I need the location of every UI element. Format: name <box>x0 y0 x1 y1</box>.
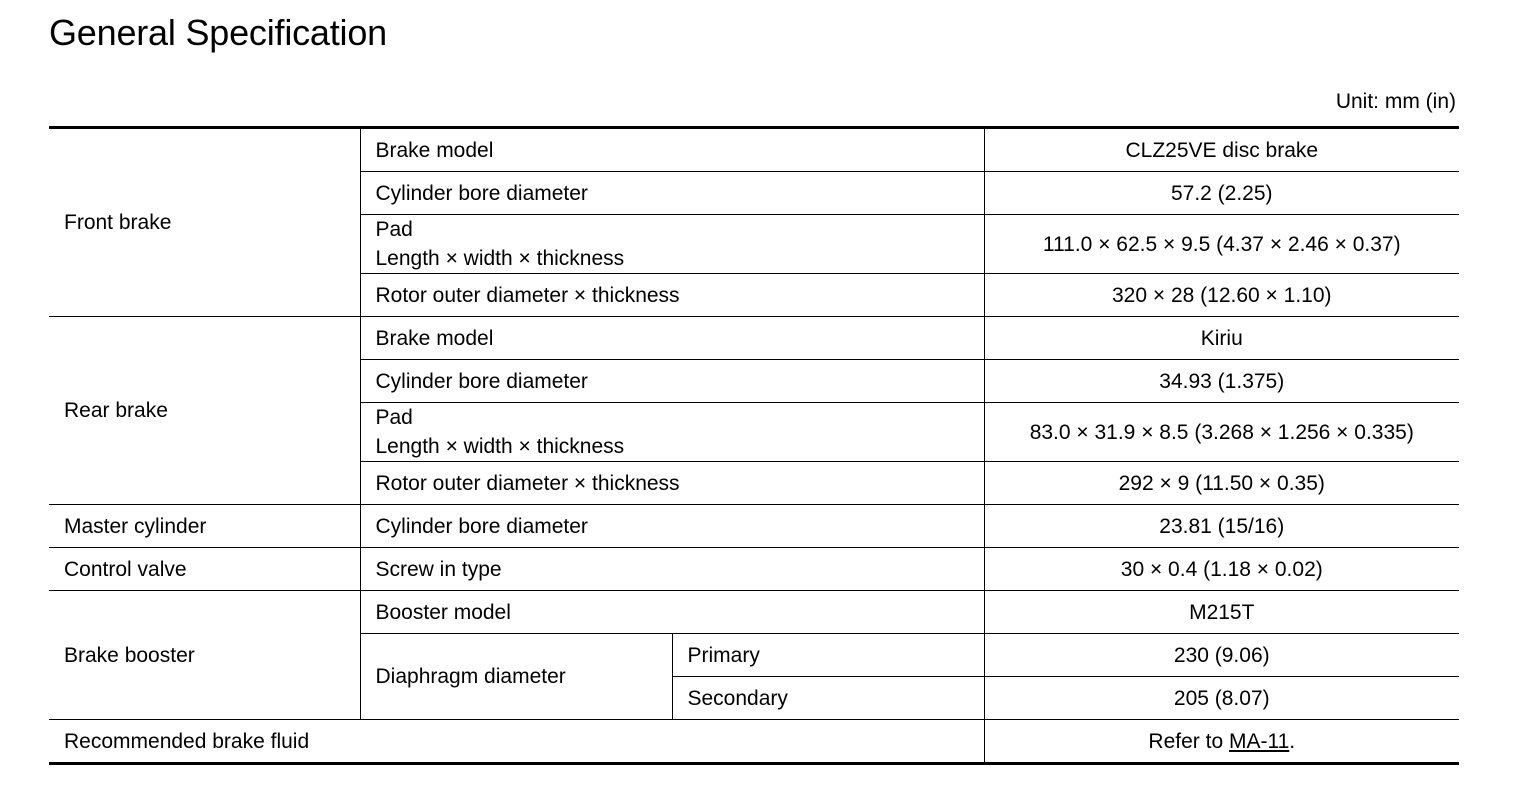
rear-brake-label: Rear brake <box>49 317 360 505</box>
rear-pad-value: 83.0 × 31.9 × 8.5 (3.268 × 1.256 × 0.335) <box>984 403 1459 462</box>
rear-bore-value: 34.93 (1.375) <box>984 360 1459 403</box>
brake-booster-label: Brake booster <box>49 591 360 720</box>
front-pad-label-line2: Length × width × thickness <box>375 247 625 270</box>
rear-bore-label: Cylinder bore diameter <box>360 360 984 403</box>
front-brake-model-label: Brake model <box>360 128 984 172</box>
table-row <box>49 317 1459 360</box>
front-bore-value: 57.2 (2.25) <box>984 172 1459 215</box>
control-valve-type-label: Screw in type <box>360 548 984 591</box>
control-valve-type-value: 30 × 0.4 (1.18 × 0.02) <box>984 548 1459 591</box>
rear-pad-label-line2: Length × width × thickness <box>375 435 625 458</box>
control-valve-label: Control valve <box>49 548 360 591</box>
page-title: General Specification <box>49 12 387 53</box>
master-bore-value: 23.81 (15/16) <box>984 505 1459 548</box>
diaphragm-label: Diaphragm diameter <box>360 634 672 720</box>
master-bore-label: Cylinder bore diameter <box>360 505 984 548</box>
brake-fluid-prefix: Refer to <box>1148 729 1229 753</box>
front-brake-model-value: CLZ25VE disc brake <box>984 128 1459 172</box>
table-row <box>49 548 1459 591</box>
rear-brake-model-label: Brake model <box>360 317 984 360</box>
front-pad-label-line1: Pad <box>375 218 413 241</box>
brake-fluid-value <box>984 720 1459 764</box>
rear-brake-model-value: Kiriu <box>984 317 1459 360</box>
secondary-value: 205 (8.07) <box>984 677 1459 720</box>
rear-rotor-value: 292 × 9 (11.50 × 0.35) <box>984 462 1459 505</box>
unit-label: Unit: mm (in) <box>1335 90 1456 113</box>
table-row <box>49 505 1459 548</box>
booster-model-value: M215T <box>984 591 1459 634</box>
primary-value: 230 (9.06) <box>984 634 1459 677</box>
rear-pad-label-line1: Pad <box>375 406 413 429</box>
brake-fluid-label: Recommended brake fluid <box>49 720 984 764</box>
ma-11-link[interactable]: MA-11 <box>1228 729 1290 753</box>
rear-pad-label <box>360 403 984 462</box>
front-pad-label <box>360 215 984 274</box>
front-rotor-value: 320 × 28 (12.60 × 1.10) <box>984 274 1459 317</box>
front-brake-label: Front brake <box>49 128 360 317</box>
booster-model-label: Booster model <box>360 591 984 634</box>
primary-label: Primary <box>672 634 984 677</box>
secondary-label: Secondary <box>672 677 984 720</box>
table-row <box>49 720 1459 764</box>
brake-fluid-suffix: . <box>1289 729 1296 753</box>
rear-rotor-label: Rotor outer diameter × thickness <box>360 462 984 505</box>
table-row <box>49 591 1459 634</box>
master-cylinder-label: Master cylinder <box>49 505 360 548</box>
front-pad-value: 111.0 × 62.5 × 9.5 (4.37 × 2.46 × 0.37) <box>984 215 1459 274</box>
table-row <box>49 128 1459 172</box>
front-bore-label: Cylinder bore diameter <box>360 172 984 215</box>
spec-table <box>49 126 1459 765</box>
front-rotor-label: Rotor outer diameter × thickness <box>360 274 984 317</box>
